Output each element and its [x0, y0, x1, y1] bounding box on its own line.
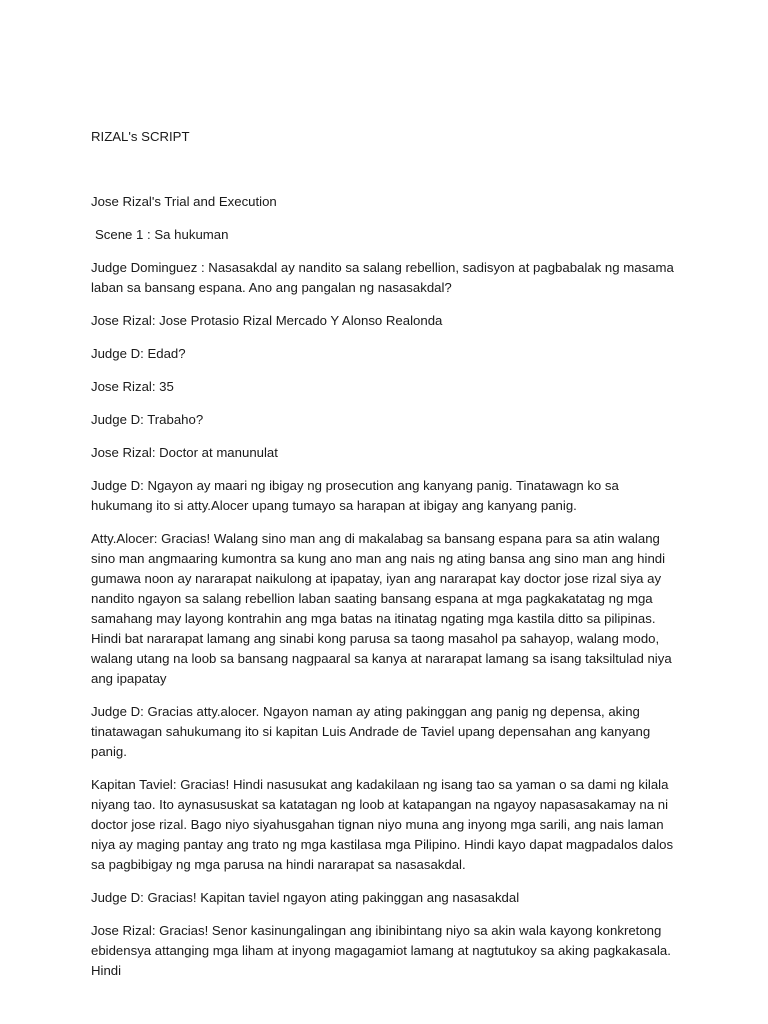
- dialogue-paragraph: Atty.Alocer: Gracias! Walang sino man ang di makalabag sa bansang espana para sa atin walang sino man angmaaring kumontra sa kung ano man ang nais ng ating bansa ang sino man ang hindi gumawa noon ay nararapat naikulong at ipapatay, iyan ang nararapat kay doctor jose rizal siya ay nandito ngayon sa salang rebellion laban saating bansang espana at mga pagkakatatag ng mga samahang may layong kontrahin ang mga batas na itinatag ngating mga kastila ditto sa pilipinas. Hindi bat nararapat lamang ang sinabi kong parusa sa taong masahol pa sahayop, walang modo, walang utang na loob sa bansang nagpaaral sa kanya at nararapat lamang sa isang taksiltulad niya ang ipapatay: [91, 531, 672, 686]
- dialogue-paragraph: Jose Rizal: Gracias! Senor kasinungalingan ang ibinibintang niyo sa akin wala kayong konkretong ebidensya attanging mga liham at inyong magagamiot lamang at nagtutukoy sa aking pagkakasala. Hindi: [91, 923, 671, 978]
- dialogue-paragraph: Judge D: Gracias! Kapitan taviel ngayon ating pakinggan ang nasasakdal: [91, 890, 520, 905]
- document-subtitle: Jose Rizal's Trial and Execution: [91, 194, 277, 209]
- dialogue-paragraph: Judge D: Ngayon ay maari ng ibigay ng prosecution ang kanyang panig. Tinatawagn ko sa hukumang ito si atty.Alocer upang tumayo sa harapan at ibigay ang kanyang panig.: [91, 478, 619, 513]
- dialogue-paragraph: Judge D: Gracias atty.alocer. Ngayon naman ay ating pakinggan ang panig ng depensa, aking tinatawagan sahukumang ito si kapitan Luis Andrade de Taviel upang depensahan ang kanyang panig.: [91, 704, 651, 759]
- document-body: [91, 127, 681, 994]
- dialogue-paragraph: Judge D: Trabaho?: [91, 412, 204, 427]
- dialogue-paragraph: Jose Rizal: Doctor at manunulat: [91, 445, 278, 460]
- dialogue-paragraph: Judge Dominguez : Nasasakdal ay nandito sa salang rebellion, sadisyon at pagbabalak ng masama laban sa bansang espana. Ano ang pangalan ng nasasakdal?: [91, 260, 674, 295]
- document-title: RIZAL's SCRIPT: [91, 129, 190, 144]
- dialogue-paragraph: Kapitan Taviel: Gracias! Hindi nasusukat ang kadakilaan ng isang tao sa yaman o sa dami ng kilala niyang tao. Ito aynasususkat sa katatagan ng loob at katapangan na ngayoy napasasakamay na ni doctor jose rizal. Bago niyo siyahusgahan tignan niyo muna ang inyong mga sarili, ang nais laman niya ay maging pantay ang trato ng mga kastilasa mga Pilipino. Hindi kayo dapat magpadalos dalos sa pagbibigay ng mga parusa na hindi nararapat sa nasasakdal.: [91, 777, 674, 872]
- dialogue-paragraph: Jose Rizal: 35: [91, 379, 174, 394]
- scene-heading: Scene 1 : Sa hukuman: [95, 227, 229, 242]
- dialogue-paragraph: Jose Rizal: Jose Protasio Rizal Mercado Y Alonso Realonda: [91, 313, 443, 328]
- dialogue-paragraph: Judge D: Edad?: [91, 346, 186, 361]
